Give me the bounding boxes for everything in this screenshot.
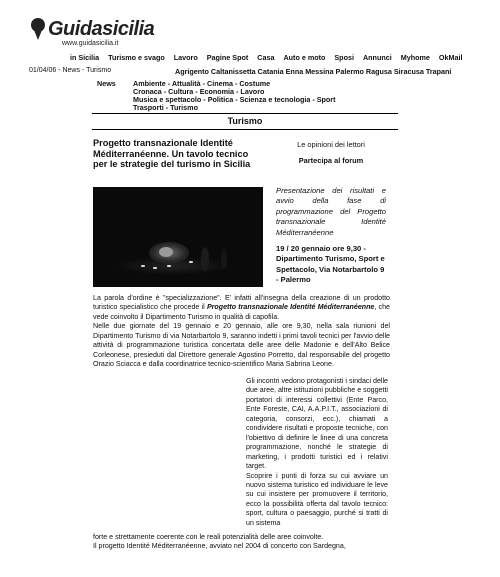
category-line[interactable]: Musica e spettacolo - Politica - Scienza e tecnologia - Sport: [133, 95, 336, 104]
map-pin-icon: [30, 18, 46, 40]
logo-text: Guidasicilia: [48, 18, 155, 40]
paragraph-intro: La parola d'ordine è "specializzazione". E' infatti all'insegna della creazione di un prodotto turistico specialistico che procede il: [93, 294, 390, 312]
paragraph-participants: Gli incontri vedono protagonisti i sindaci delle due aree, altre istituzioni pubbliche e soggetti portatori di interessi collettivi (Ente Parco, Ente Foreste, CAI, A.A.P.I.T., associazioni di categoria, consorzi, ecc.), chiamati a condividere risultati e proposte tecniche, con l'obiettivo di definire le linee di una concreta programmazione, nonché le strategie di marketing, i prodotti turistici ed i relativi target.: [246, 377, 388, 471]
article-body-bottom: [93, 533, 390, 552]
nav-item[interactable]: Annunci: [362, 53, 392, 62]
article-body-column: [246, 377, 388, 528]
nav-item[interactable]: OkMail: [438, 53, 463, 62]
city-links[interactable]: Agrigento Caltanissetta Catania Enna Messina Palermo Ragusa Siracusa Trapani: [175, 67, 452, 76]
project-name: Progetto transnazionale Identité Méditerranéenne: [206, 303, 375, 312]
nav-item[interactable]: Sposi: [334, 53, 354, 62]
paragraph-meetings: Nelle due giornate del 19 gennaio e 20 gennaio, alle ore 9,30, nella sala riunioni del Dipartimento Turismo di via Notarbartolo 9, saranno indetti i primi tavoli tecnici per l'avvio delle attività di programmazione turistica concertata delle aree delle Madonie e dell'Alto Belice Corleonese, presieduti dal Direttore generale Agostino Porretto, dal responsabile del progetto Orazio Sciacca e dalla coordinatrice tecnico-scientifico Maria Sabrina Leone.: [93, 322, 390, 369]
article-summary: Presentazione dei risultati e avvio della fase di programmazione del Progetto transnazionale Identité Méditerranéenne: [276, 186, 386, 237]
category-line[interactable]: Ambiente - Attualità - Cinema - Costume: [133, 79, 271, 88]
nav-item[interactable]: in Sicilia: [70, 53, 100, 62]
nav-item[interactable]: Myhome: [400, 53, 430, 62]
section-title: Turismo: [92, 113, 398, 130]
nav-item[interactable]: Turismo e svago: [108, 53, 165, 62]
article-body-top: [93, 294, 390, 370]
main-nav: [70, 53, 471, 62]
nav-item[interactable]: Casa: [257, 53, 275, 62]
category-line[interactable]: Cronaca - Cultura - Economia - Lavoro: [133, 87, 265, 96]
breadcrumb: 01/04/06 - News - Turismo: [29, 67, 112, 74]
nav-item[interactable]: Auto e moto: [283, 53, 326, 62]
reader-opinions-label: Le opinioni dei lettori: [297, 140, 365, 149]
news-label: News: [97, 79, 116, 88]
site-url: www.guidasicilia.it: [62, 40, 119, 47]
paragraph-intro-end: , che vede coinvolto il Dipartimento Turismo in qualità di capofila.: [93, 303, 390, 321]
category-line[interactable]: Trasporti - Turismo: [133, 103, 198, 112]
nav-item[interactable]: Pagine Spot: [206, 53, 249, 62]
forum-link[interactable]: Partecipa al forum: [298, 156, 364, 165]
article-headline: Progetto transnazionale Identité Méditerranéenne. Un tavolo tecnico per le strategie del turismo in Sicilia: [93, 138, 251, 169]
event-details: 19 / 20 gennaio ore 9,30 - Dipartimento Turismo, Sport e Spettacolo, Via Notarbartolo 9 - Palermo: [276, 244, 385, 285]
nav-item[interactable]: Lavoro: [173, 53, 198, 62]
site-logo[interactable]: [30, 18, 154, 40]
article-photo: [93, 187, 263, 287]
paragraph-goals-end: forte e strettamente coerente con le reali potenzialità delle aree coinvolte.: [93, 533, 324, 541]
paragraph-project: Il progetto Identité Méditerranéenne, avviato nel 2004 di concerto con Sardegna,: [93, 542, 346, 551]
paragraph-goals: Scoprire i punti di forza su cui avviare un nuovo sistema turistico ed individuare le leve su cui insistere per promuovere il territorio, ecco la possibilità offerta dal tavolo tecnico: sport, cultura o paesaggio, purché si tratti di un sistema: [246, 471, 388, 527]
